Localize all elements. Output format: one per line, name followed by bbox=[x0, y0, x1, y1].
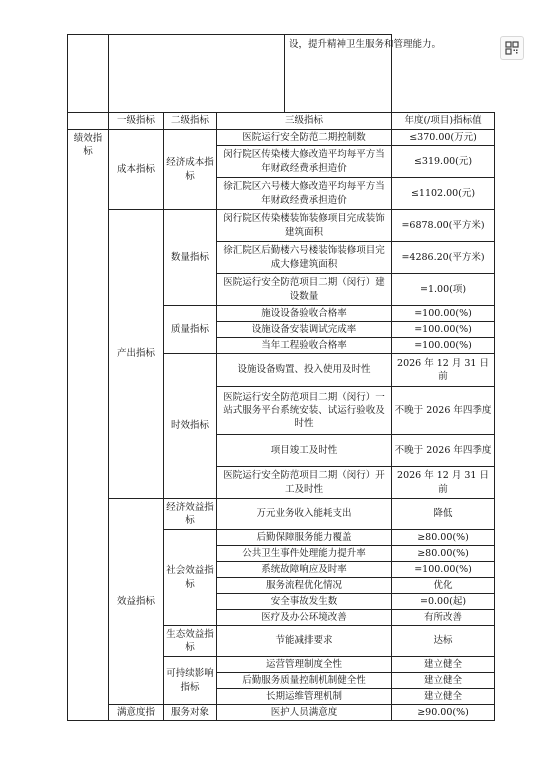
indicator-value: 降低 bbox=[392, 499, 495, 530]
blank-cell bbox=[68, 113, 109, 130]
indicator-value: 不晚于 2026 年四季度 bbox=[392, 387, 495, 435]
header-level1: 一级指标 bbox=[109, 113, 164, 130]
indicator-value: =4286.20(平方米) bbox=[392, 242, 495, 274]
header-level3: 三级指标 bbox=[217, 113, 392, 130]
indicator-label: 节能减排要求 bbox=[217, 626, 392, 657]
indicator-value: =0.00(起) bbox=[392, 594, 495, 610]
indicator-value: ≥80.00(%) bbox=[392, 546, 495, 562]
qr-code-icon bbox=[505, 41, 519, 55]
sub-econ-benefit: 经济效益指标 bbox=[164, 499, 217, 530]
sub-eco-benefit: 生态效益指标 bbox=[164, 626, 217, 657]
indicator-value: =1.00(项) bbox=[392, 274, 495, 306]
table-row bbox=[68, 130, 495, 146]
performance-indicator-table bbox=[67, 34, 495, 721]
indicator-label: 设施设备安装调试完成率 bbox=[217, 322, 392, 338]
indicator-label: 医院运行安全防范项目二期（闵行）一站式服务平台系统安装、试运行验收及时性 bbox=[217, 387, 392, 435]
indicator-label: 医院运行安全防范项目二期（闵行）建设数量 bbox=[217, 274, 392, 306]
indicator-label: 项目竣工及时性 bbox=[217, 435, 392, 467]
header-value: 年度(/项目)指标值 bbox=[392, 113, 495, 130]
indicator-label: 安全事故发生数 bbox=[217, 594, 392, 610]
sub-sustain: 可持续影响指标 bbox=[164, 657, 217, 705]
indicator-label: 运营管理制度全性 bbox=[217, 657, 392, 673]
header-level2: 二级指标 bbox=[164, 113, 217, 130]
indicator-value: 建立健全 bbox=[392, 673, 495, 689]
first-row-divider bbox=[284, 34, 285, 112]
indicator-value: 优化 bbox=[392, 578, 495, 594]
qr-scan-button[interactable] bbox=[500, 36, 524, 60]
indicator-label: 公共卫生事件处理能力提升率 bbox=[217, 546, 392, 562]
indicator-value: ≥90.00(%) bbox=[392, 705, 495, 721]
indicator-value: 有所改善 bbox=[392, 610, 495, 626]
indicator-value: =100.00(%) bbox=[392, 322, 495, 338]
indicator-label: 万元业务收入能耗支出 bbox=[217, 499, 392, 530]
indicator-label: 后勤服务质量控制机制健全性 bbox=[217, 673, 392, 689]
group-cost: 成本指标 bbox=[109, 130, 164, 210]
sub-quantity: 数量指标 bbox=[164, 210, 217, 306]
indicator-value: =100.00(%) bbox=[392, 338, 495, 354]
group-perf: 绩效指标 bbox=[68, 130, 109, 721]
header-row bbox=[68, 113, 495, 130]
table-row bbox=[68, 499, 495, 530]
indicator-value: =6878.00(平方米) bbox=[392, 210, 495, 242]
indicator-value: 不晚于 2026 年四季度 bbox=[392, 435, 495, 467]
indicator-label: 徐汇院区六号楼大修改造平均每平方当年财政经费承担造价 bbox=[217, 178, 392, 210]
indicator-label: 后勤保障服务能力覆盖 bbox=[217, 530, 392, 546]
top-description-text: 设，提升精神卫生服务和管理能力。 bbox=[289, 39, 442, 50]
first-row-divider-left bbox=[108, 34, 109, 112]
table-row bbox=[68, 210, 495, 242]
table-row bbox=[68, 705, 495, 721]
indicator-label: 徐汇院区后勤楼六号楼装饰装修项目完成大修建筑面积 bbox=[217, 242, 392, 274]
indicator-label: 医院运行安全防范二期控制数 bbox=[217, 130, 392, 146]
indicator-value: ≥80.00(%) bbox=[392, 530, 495, 546]
indicator-value: 达标 bbox=[392, 626, 495, 657]
indicator-value: ≤370.00(万元) bbox=[392, 130, 495, 146]
indicator-label: 闵行院区传染楼大修改造平均每平方当年财政经费承担造价 bbox=[217, 146, 392, 178]
indicator-label: 当年工程验收合格率 bbox=[217, 338, 392, 354]
indicator-label: 医院运行安全防范项目二期（闵行）开工及时性 bbox=[217, 467, 392, 499]
indicator-value: 2026 年 12 月 31 日前 bbox=[392, 354, 495, 387]
group-satisfaction: 满意度指 bbox=[109, 705, 164, 721]
sub-service-obj: 服务对象 bbox=[164, 705, 217, 721]
sub-quality: 质量指标 bbox=[164, 306, 217, 354]
indicator-label: 系统故障响应及时率 bbox=[217, 562, 392, 578]
indicator-label: 医疗及办公环境改善 bbox=[217, 610, 392, 626]
indicator-value: 建立健全 bbox=[392, 657, 495, 673]
indicator-value: ≤319.00(元) bbox=[392, 146, 495, 178]
indicator-value: =100.00(%) bbox=[392, 306, 495, 322]
sub-timeliness: 时效指标 bbox=[164, 354, 217, 499]
sub-econ-cost: 经济成本指标 bbox=[164, 130, 217, 210]
indicator-label: 设施设备购置、投入使用及时性 bbox=[217, 354, 392, 387]
group-benefit: 效益指标 bbox=[109, 499, 164, 705]
indicator-value: ≤1102.00(元) bbox=[392, 178, 495, 210]
indicator-value: =100.00(%) bbox=[392, 562, 495, 578]
indicator-value: 建立健全 bbox=[392, 689, 495, 705]
indicator-label: 施设设备验收合格率 bbox=[217, 306, 392, 322]
sub-social-benefit: 社会效益指标 bbox=[164, 530, 217, 626]
indicator-label: 长期运维管理机制 bbox=[217, 689, 392, 705]
indicator-label: 医护人员满意度 bbox=[217, 705, 392, 721]
group-output: 产出指标 bbox=[109, 210, 164, 499]
indicator-value: 2026 年 12 月 31 日前 bbox=[392, 467, 495, 499]
indicator-label: 闵行院区传染楼装饰装修项目完成装饰建筑面积 bbox=[217, 210, 392, 242]
indicator-label: 服务流程优化情况 bbox=[217, 578, 392, 594]
blank-cell bbox=[68, 35, 109, 113]
